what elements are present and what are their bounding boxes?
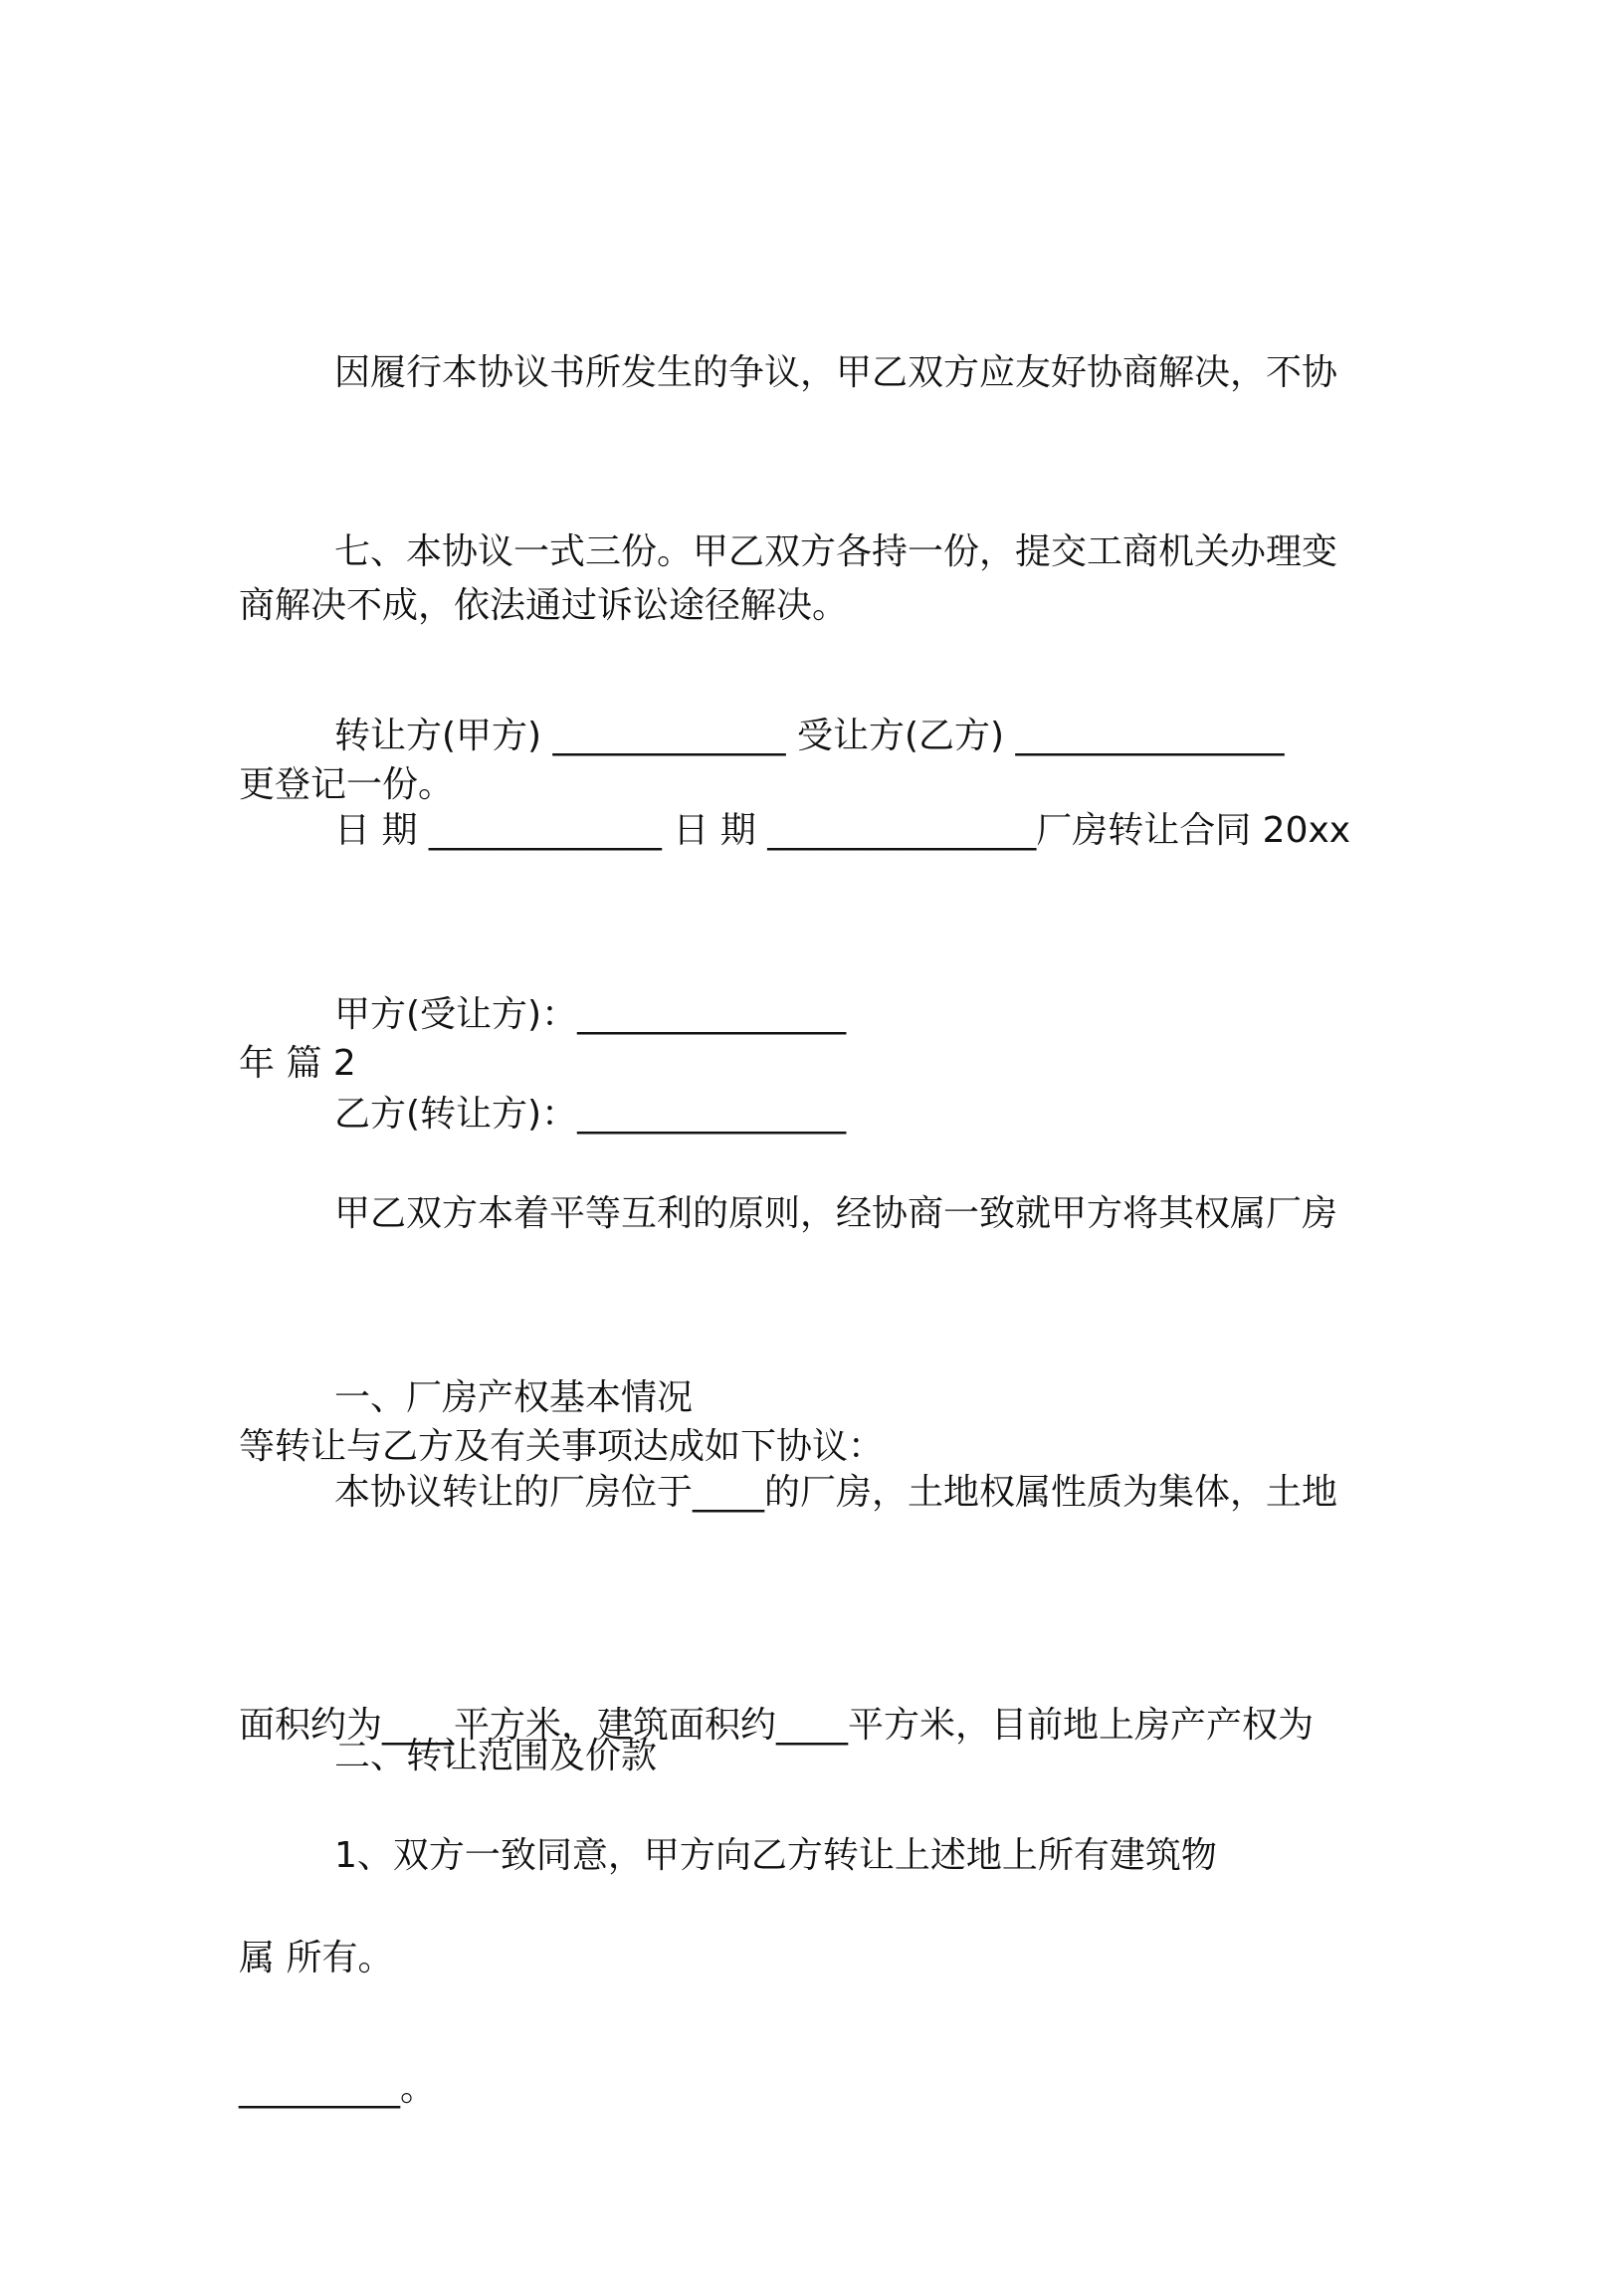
paragraph-line: 商解决不成，依法通过诉讼途径解决。 [239, 585, 849, 626]
paragraph-line: 面积约为____平方米，建筑面积约____平方米，目前地上房产产权为 [239, 1705, 1315, 1746]
paragraph-line: 因履行本协议书所发生的争议，甲乙双方应友好协商解决，不协 [334, 352, 1338, 393]
paragraph-line: 一、厂房产权基本情况 [334, 1377, 694, 1418]
paragraph-line: 七、本协议一式三份。甲乙双方各持一份，提交工商机关办理变 [334, 531, 1338, 572]
paragraph-transfer-scope [239, 1662, 1383, 2283]
paragraph-line: 转让方(甲方) _____________ 受让方(乙方) _______________ [334, 716, 1285, 756]
paragraph-line: 甲方(受让方)：_______________ [334, 994, 847, 1035]
paragraph-line: 年 篇 2 [239, 1043, 356, 1084]
paragraph-line: _________。 [239, 2068, 437, 2109]
paragraph-line: 甲乙双方本着平等互利的原则，经协商一致就甲方将其权属厂房 [334, 1193, 1338, 1234]
paragraph-line: 更登记一份。 [239, 764, 455, 805]
paragraph-line: 属 所有。 [239, 1938, 394, 1978]
paragraph-line: 二、转让范围及价款 [334, 1736, 658, 1776]
paragraph-line: 日 期 _____________ 日 期 _______________厂房转让合同 20xx [334, 810, 1351, 851]
paragraph-line: 乙方(转让方)：_______________ [334, 1094, 847, 1135]
paragraph-line: 本协议转让的厂房位于____的厂房，土地权属性质为集体，土地 [334, 1472, 1338, 1513]
paragraph-line: 等转让与乙方及有关事项达成如下协议： [239, 1426, 885, 1467]
paragraph-line: 1、双方一致同意，甲方向乙方转让上述地上所有建筑物 [334, 1835, 1217, 1876]
